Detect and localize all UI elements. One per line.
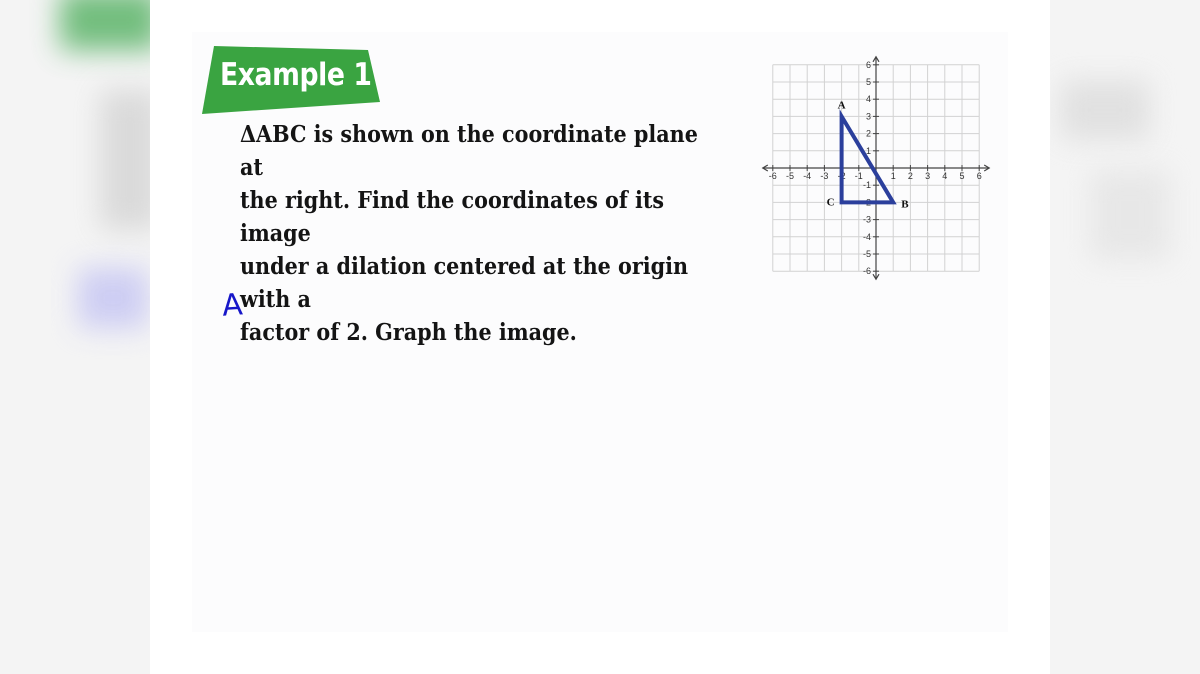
blurred-background xyxy=(78,268,148,328)
problem-line: factor of 2. Graph the image. xyxy=(240,319,577,346)
problem-text xyxy=(240,118,726,349)
vertex-label: B xyxy=(901,198,909,211)
vertex-label: A xyxy=(837,99,846,112)
y-tick-label: 5 xyxy=(865,77,871,87)
problem-line: the right. Find the coordinates of its image xyxy=(240,187,665,247)
problem-line: ΔABC is shown on the coordinate plane at xyxy=(240,121,698,181)
y-tick-label: -1 xyxy=(862,180,871,191)
x-tick-label: 5 xyxy=(959,171,965,181)
x-tick-label: 6 xyxy=(976,171,982,181)
coordinate-plane xyxy=(760,40,1000,285)
x-tick-label: 2 xyxy=(907,171,913,181)
y-tick-label: -5 xyxy=(862,249,871,259)
y-tick-label: 2 xyxy=(865,128,871,139)
y-tick-label: 3 xyxy=(865,111,871,122)
problem-line: under a dilation centered at the origin with a xyxy=(240,253,689,313)
x-tick-label: -6 xyxy=(768,171,777,181)
blurred-background xyxy=(1060,80,1150,140)
vertex-label: C xyxy=(826,196,835,209)
blurred-background xyxy=(1090,170,1170,260)
lesson-slide xyxy=(150,0,1050,674)
example-label: Example 1 xyxy=(220,57,372,93)
y-tick-label: 4 xyxy=(865,94,871,105)
x-tick-label: 4 xyxy=(942,171,948,181)
x-tick-label: -4 xyxy=(803,171,812,181)
y-tick-label: -4 xyxy=(862,231,871,242)
handwritten-annotation: A xyxy=(220,287,244,324)
x-tick-label: 1 xyxy=(890,171,896,181)
x-tick-label: -3 xyxy=(820,171,829,181)
blurred-background xyxy=(60,0,160,50)
y-tick-label: 1 xyxy=(865,145,871,156)
x-tick-label: 3 xyxy=(925,171,931,181)
x-tick-label: -1 xyxy=(854,171,863,181)
y-tick-label: -6 xyxy=(862,266,871,277)
y-tick-label: -2 xyxy=(862,197,871,208)
x-tick-label: -5 xyxy=(785,171,795,181)
y-tick-label: 6 xyxy=(865,59,871,70)
x-tick-label: -2 xyxy=(837,171,846,181)
y-tick-label: -3 xyxy=(862,214,871,225)
